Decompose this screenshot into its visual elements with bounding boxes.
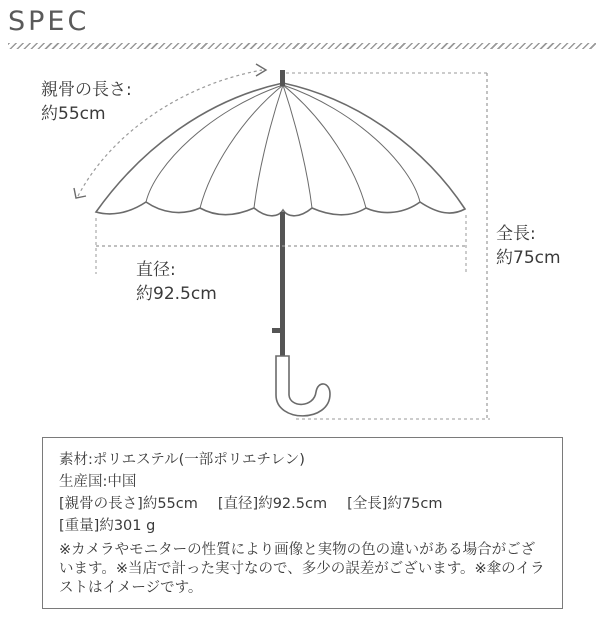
spec-dimensions bbox=[59, 493, 548, 515]
spec-material: 素材:ポリエステル(一部ポリエチレン) bbox=[59, 452, 305, 468]
page-title: SPEC bbox=[8, 6, 90, 37]
umbrella-canopy bbox=[96, 83, 465, 216]
spec-note: ※カメラやモニターの性質により画像と実物の色の違いがある場合がございます。※当店で計った実寸なので、多少の誤差がございます。※傘のイラストはイメージです。 bbox=[59, 542, 545, 596]
diameter-value: 約92.5cm bbox=[136, 284, 217, 304]
rib-length-value: 約55cm bbox=[41, 104, 106, 124]
diameter-name: 直径: bbox=[136, 260, 176, 280]
umbrella-shaft bbox=[280, 212, 285, 356]
umbrella-runner bbox=[272, 328, 280, 333]
arrowhead-icon bbox=[74, 188, 86, 198]
spec-origin: 生産国:中国 bbox=[59, 474, 137, 490]
rib-length-name: 親骨の長さ: bbox=[41, 80, 132, 100]
spec-diameter: [直径]約92.5cm bbox=[217, 496, 328, 512]
total-length-label bbox=[496, 222, 561, 270]
spec-total-length: [全長]約75cm bbox=[347, 496, 443, 512]
umbrella-tip bbox=[280, 70, 285, 86]
diameter-label bbox=[136, 258, 217, 306]
spec-weight: [重量]約301 g bbox=[59, 518, 156, 534]
total-length-name: 全長: bbox=[496, 224, 536, 244]
umbrella-handle bbox=[276, 356, 330, 416]
spec-rib-length: [親骨の長さ]約55cm bbox=[59, 496, 198, 512]
spec-info-box bbox=[42, 437, 563, 609]
total-length-value: 約75cm bbox=[496, 248, 561, 268]
rib-length-label bbox=[41, 78, 132, 126]
